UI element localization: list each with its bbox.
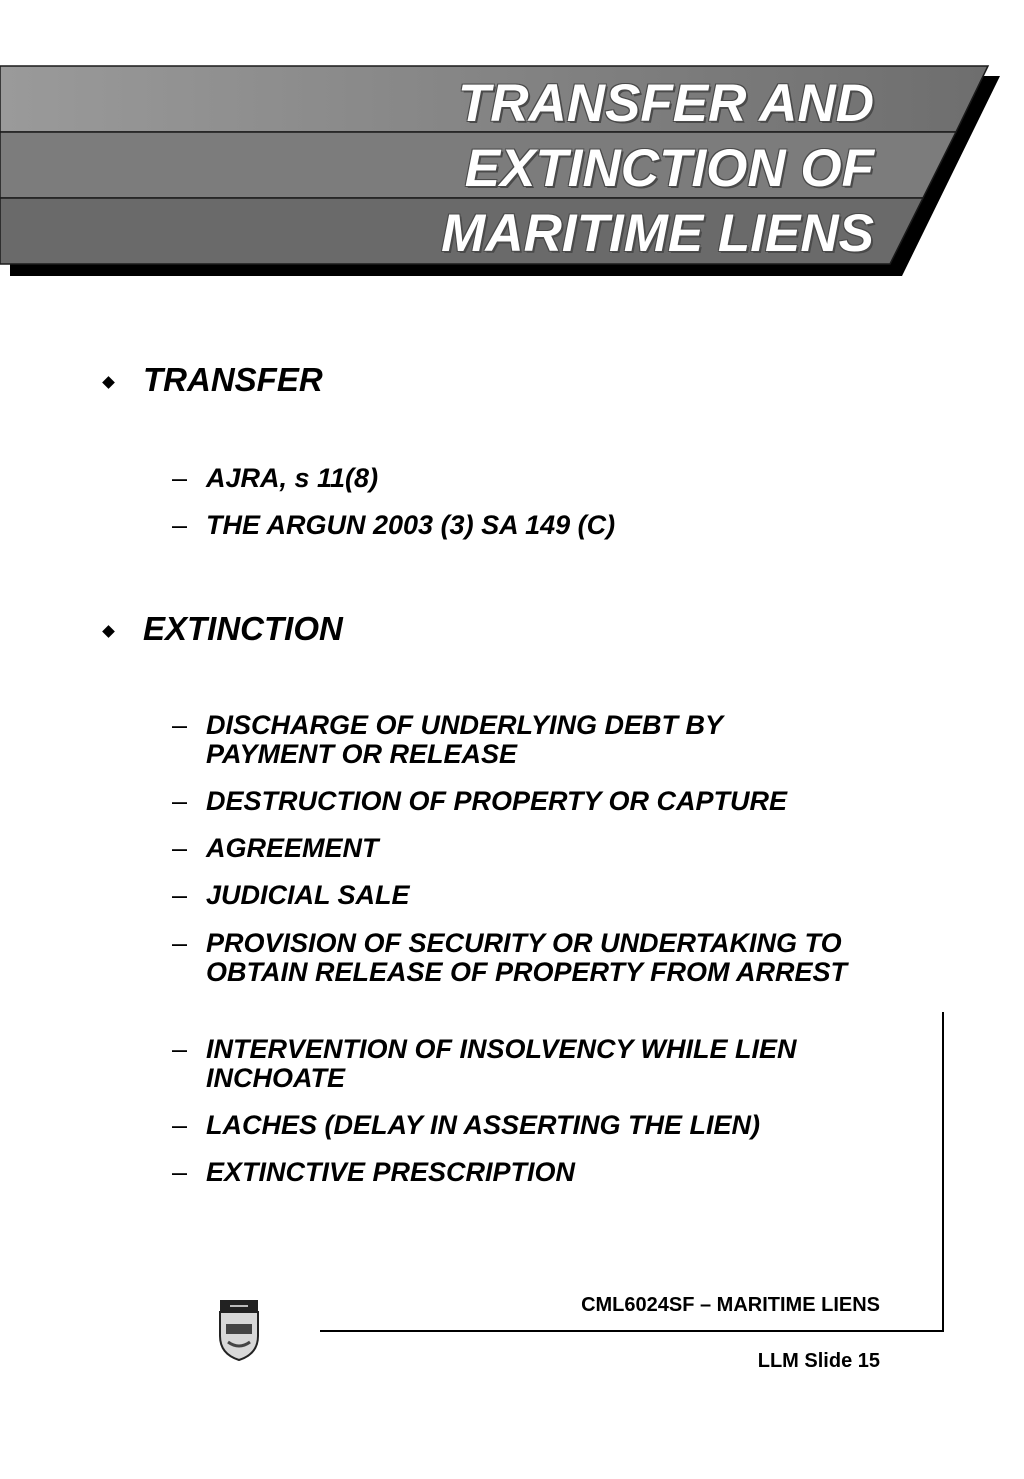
title-line-2: EXTINCTION OF — [464, 139, 874, 198]
list-item — [172, 1158, 892, 1187]
list-item — [172, 1111, 892, 1140]
list-item — [172, 834, 892, 863]
section-heading: EXTINCTION — [143, 610, 343, 647]
dash-bullet: – — [172, 710, 188, 740]
list-item-text: JUDICIAL SALE — [206, 880, 410, 910]
dash-bullet: – — [172, 463, 188, 493]
footer-horizontal-rule — [320, 1330, 944, 1332]
list-item-text: THE ARGUN 2003 (3) SA 149 (C) — [206, 510, 616, 540]
list-item — [172, 464, 892, 493]
footer-vertical-rule — [942, 1012, 944, 1332]
list-item-text: DISCHARGE OF UNDERLYING DEBT BY PAYMENT OR RELEASE — [206, 710, 723, 769]
list-item — [172, 787, 892, 816]
list-item-text: DESTRUCTION OF PROPERTY OR CAPTURE — [206, 786, 788, 816]
list-item-text: INTERVENTION OF INSOLVENCY WHILE LIEN INCHOATE — [206, 1034, 797, 1093]
title-line-1: TRANSFER AND — [457, 74, 874, 133]
list-item-text: EXTINCTIVE PRESCRIPTION — [206, 1157, 576, 1187]
list-item-text: PROVISION OF SECURITY OR UNDERTAKING TO OBTAIN RELEASE OF PROPERTY FROM ARREST — [206, 928, 848, 987]
footer-course-label: CML6024SF – MARITIME LIENS — [581, 1294, 880, 1316]
footer-slide-number: LLM Slide 15 — [757, 1350, 880, 1372]
diamond-bullet-icon — [102, 376, 115, 389]
dash-bullet: – — [172, 880, 188, 910]
dash-bullet: – — [172, 786, 188, 816]
list-item — [172, 711, 892, 769]
dash-bullet: – — [172, 833, 188, 863]
dash-bullet: – — [172, 928, 188, 958]
diamond-bullet-icon — [102, 625, 115, 638]
dash-bullet: – — [172, 1110, 188, 1140]
section-transfer — [104, 360, 323, 400]
dash-bullet: – — [172, 1157, 188, 1187]
title-line-3: MARITIME LIENS — [441, 204, 874, 263]
dash-bullet: – — [172, 1034, 188, 1064]
list-item — [172, 511, 892, 540]
list-item — [172, 1035, 892, 1093]
list-item-text: AJRA, s 11(8) — [206, 463, 379, 493]
section-heading: TRANSFER — [143, 361, 323, 398]
list-item — [172, 881, 892, 910]
section-extinction — [104, 609, 343, 649]
list-item — [172, 929, 892, 987]
list-item-text: AGREEMENT — [206, 833, 379, 863]
university-crest-icon — [216, 1298, 262, 1362]
list-item-text: LACHES (DELAY IN ASSERTING THE LIEN) — [206, 1110, 761, 1140]
dash-bullet: – — [172, 510, 188, 540]
